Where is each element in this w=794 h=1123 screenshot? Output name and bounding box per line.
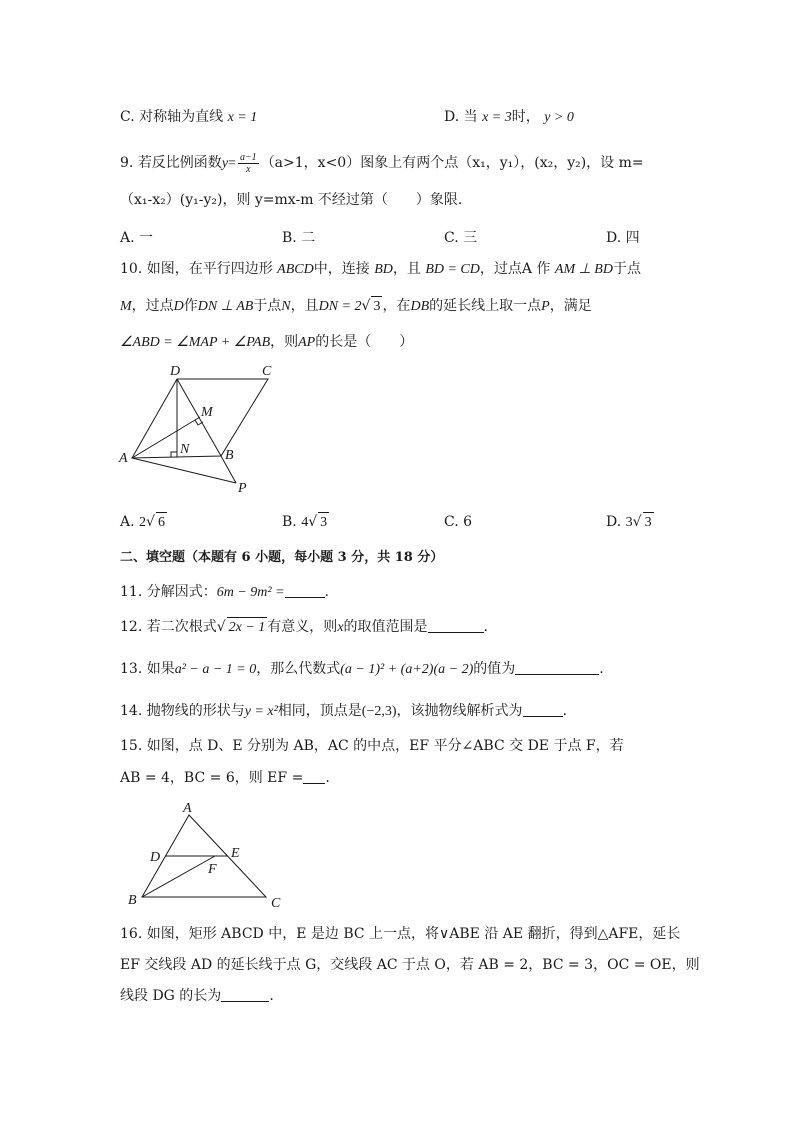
radical-sign: √ [361,298,371,314]
q10-text-2g: ，满足 [549,298,592,314]
q15-end: . [325,770,330,786]
q14 [120,701,567,722]
q15-line2-text: AB = 4，BC = 6，则 EF = [120,770,304,786]
q10-option-d-radicand: 3 [643,512,654,533]
q12-lead: 12. 若二次根式 [120,619,217,635]
q10-line3 [120,332,413,353]
q10-dn-ab: DN ⊥ AB [197,299,254,314]
q11-end: . [324,584,329,600]
q10-option-d [606,512,654,533]
q12-tail: 的取值范围是 [343,619,428,635]
q8-option-d-text: D. 当 [444,109,478,125]
q11-answer-blank[interactable] [285,583,325,598]
q16-line2: EF 交线段 AD 的延长线于点 G，交线段 AC 于点 O，若 AB = 2，BC = 3，OC = OE，则 [120,957,700,973]
q10-label-c: C [262,364,272,379]
q10-option-a-radicand: 6 [156,512,167,533]
q9-option-a: A. 一 [120,230,154,246]
q8-option-d [444,107,574,128]
q10-abcd: ABCD [277,262,314,277]
q10-option-b [282,512,329,533]
q10-angle-eq: ∠ABD = ∠MAP + ∠PAB [120,335,271,350]
q10-text-1c: ，且 [392,261,421,277]
q10-option-a-coef: 2 [139,515,147,530]
q9-frac-den: x [246,163,251,175]
q12-mid: 有意义，则 [267,619,338,635]
radical-sign: √ [308,514,318,530]
q10-text-1b: 中，连接 [313,261,370,277]
q9-frac-num: a−1 [239,151,257,163]
q10-text-3a: ，则 [270,334,299,350]
q15-triangle-figure [120,800,290,912]
q10-option-c [444,512,472,532]
q9-option-c: C. 三 [444,230,478,246]
q10-label-p: P [238,481,247,496]
q11-expression: 6m − 9m² = [216,585,285,600]
q15-label-e: E [231,846,240,861]
q15-label-f: F [208,862,217,877]
q9-number: 9. [120,155,134,171]
radical-sign: √ [146,514,155,530]
q10-text-1a: 10. 如图，在平行四边形 [120,261,273,277]
q14-equation: y = x² [244,704,278,719]
q10-text-2c: 于点 [253,298,282,314]
q9-option-b: B. 二 [282,230,316,246]
q16-line1: 16. 如图，矩形 ABCD 中，E 是边 BC 上一点，将∨ABE 沿 AE 翻折，得到△AFE，延长 [120,926,681,942]
q9-condition: （a>1，x<0）图象上有两个点（x₁，y₁），(x₂，y₂)，设 m= [260,155,644,171]
segment-ap [132,458,236,483]
q10-db: DB [410,299,430,314]
q10-text-2f: 的延长线上取一点 [429,298,542,314]
q10-text-1e: 于点 [612,261,641,277]
q10-d: D [173,299,184,314]
q10-ap: AP [298,335,316,350]
q9-lead: 若反比例函数 [137,155,222,171]
q10-option-a [120,512,167,533]
q13-answer-blank[interactable] [515,660,599,675]
q16-line3-text: 线段 DG 的长为 [120,988,222,1004]
q14-mid: 相同，顶点是 [277,703,362,719]
q14-end: . [562,703,567,719]
radical-sign: √ [632,514,642,530]
q15-label-b: B [128,893,137,908]
q9-line1 [120,150,644,176]
q14-lead: 14. 抛物线的形状与 [120,703,245,719]
q15-line1: 15. 如图，点 D、E 分别为 AB，AC 的中点，EF 平分∠ABC 交 DE 于点 F，若 [120,738,624,754]
q10-p: P [541,299,550,314]
q16-answer-blank[interactable] [221,987,269,1002]
q8-option-c-eq: x = 1 [227,110,258,125]
q9-option-d: D. 四 [606,230,640,246]
segment-am [132,417,200,458]
q15-label-d: D [150,850,161,865]
q10-label-n: N [180,442,190,457]
q15-line2 [120,768,330,788]
q9-eq: = [228,156,236,171]
section-title-fill-in: 二、填空题（本题有 6 小题，每小题 3 分，共 18 分） [120,550,444,565]
right-angle-n [171,452,177,457]
right-angle-m [195,420,203,425]
q12-answer-blank[interactable] [428,618,484,633]
q10-option-c-label: C. 6 [444,514,473,530]
q9-line2: （x₁-x₂）(y₁-y₂)，则 y=mx-m 不经过第（ ）象限. [120,192,463,208]
q13-condition: a² − a − 1 = 0 [174,662,257,677]
q9-fraction [238,152,259,175]
q10-n: N [281,299,291,314]
q14-answer-blank[interactable] [523,702,563,717]
q10-label-m: M [201,405,213,420]
q10-bd-cd: BD = CD [425,262,480,277]
q10-text-2e: ，在 [382,298,411,314]
q10-label-b: B [225,448,234,463]
q11 [120,582,329,603]
q10-m: M [120,299,132,314]
q10-text-1d: ，过点A 作 [479,261,551,277]
q10-option-a-label: A. [120,514,135,530]
q10-text-2b: 作 [183,298,198,314]
q16-end: . [269,988,274,1004]
q10-am-bd: AM ⊥ BD [554,262,613,277]
q8-option-c [120,107,257,128]
q10-text-3b: 的长是（ ） [315,334,414,350]
q8-option-d-x: x = 3 [482,110,512,125]
q13-mid: ，那么代数式 [256,661,341,677]
q8-option-d-mid: 时， [511,109,540,125]
q10-dn: DN = 2 [318,299,362,314]
q10-option-b-radicand: 3 [318,512,329,533]
q14-tail: ，该抛物线解析式为 [396,703,523,719]
q10-parallelogram-figure [110,360,300,500]
q8-option-d-y: y > 0 [544,110,574,125]
q10-label-a: A [119,451,128,466]
q12 [120,617,488,638]
q13-end: . [599,661,604,677]
q12-end: . [483,619,488,635]
q10-option-d-label: D. [606,514,622,530]
q10-option-b-label: B. [282,514,297,530]
q13-lead: 13. 如果 [120,661,175,677]
q8-option-c-text: C. 对称轴为直线 [120,109,224,125]
q9-y: y [221,156,229,171]
q12-x: x [337,620,344,635]
q15-label-a: A [183,801,192,816]
q12-radicand: 2x − 1 [227,617,268,638]
q10-dn-radicand: 3 [371,296,382,317]
q15-label-c: C [271,896,281,911]
q10-label-d: D [170,364,181,379]
q13-expression: (a − 1)² + (a+2)(a − 2) [340,662,474,677]
q10-line1 [120,259,641,280]
q11-lead: 11. 分解因式： [120,584,217,600]
q10-text-2a: ，过点 [131,298,174,314]
q10-option-b-coef: 4 [301,515,309,530]
radical-sign: √ [216,619,226,635]
q10-bd: BD [374,262,393,277]
q16-line3 [120,986,274,1006]
q15-answer-blank[interactable] [303,769,325,784]
q10-option-d-coef: 3 [625,515,633,530]
q14-vertex: (−2,3) [361,704,397,719]
q10-text-2d: ，且 [290,298,319,314]
q10-line2 [120,296,592,317]
q13 [120,659,604,680]
q13-tail: 的值为 [473,661,516,677]
